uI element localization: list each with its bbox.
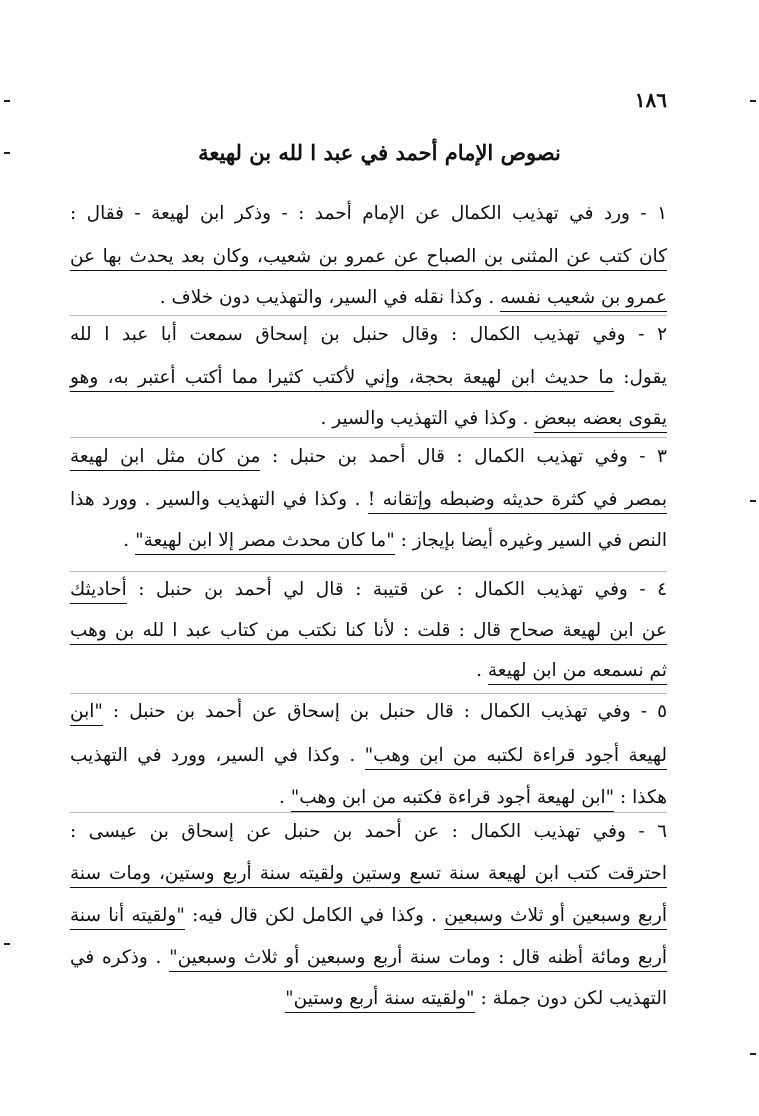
text-line (70, 321, 667, 349)
text-segment: ٤ - وفي تهذيب الكمال : عن قتيبة : قال لي أحمد بن حنبل : (126, 579, 667, 600)
underlined-quote: "ابن لهيعة أجود قراءة فكتبه من ابن وهب" (291, 787, 614, 812)
underlined-quote: عمرو بن شعيب نفسه (500, 287, 667, 312)
page-title: نصوص الإمام أحمد في عبد ا لله بن لهيعة (198, 140, 561, 165)
underlined-quote: كان كتب عن المثنى بن الصباح عن عمرو بن شعيب، وكان بعد يحدث بها عن (70, 246, 667, 271)
text-segment: . وكذا في التهذيب والسير . وورد هذا (70, 489, 368, 510)
text-segment: النص في السير وغيره أيضا بإيجاز : (394, 530, 667, 551)
text-segment: ٦ - وفي تهذيب الكمال : عن أحمد بن حنبل عن إسحاق بن عيسى : (70, 821, 667, 842)
margin-mark (750, 500, 756, 502)
text-line (70, 527, 667, 555)
underlined-quote: "ولقيته أنا سنة (70, 905, 185, 930)
text-segment: يقول: (613, 367, 667, 388)
underlined-quote: "ابن (70, 701, 103, 726)
text-line (70, 576, 667, 604)
text-segment: . وذكره في (70, 947, 170, 968)
text-segment: . وكذا في التهذيب والسير . (320, 408, 535, 429)
text-segment: ٥ - وفي تهذيب الكمال : قال حنبل بن إسحاق عن أحمد بن حنبل : (102, 701, 667, 722)
paragraph-separator (70, 812, 667, 813)
underlined-quote: ثم نسمعه من ابن لهيعة (488, 660, 667, 685)
text-line (70, 486, 667, 514)
page-number: ١٨٦ (634, 88, 667, 112)
text-line (70, 364, 667, 392)
text-segment: التهذيب لكن دون جملة : (474, 988, 667, 1009)
text-segment: . وكذا نقله في السير، والتهذيب دون خلاف . (159, 287, 501, 308)
text-line (70, 200, 667, 228)
margin-mark (4, 943, 10, 945)
margin-mark (750, 1053, 756, 1055)
underlined-quote: أحاديثك (70, 579, 127, 604)
margin-mark (4, 152, 10, 154)
underlined-quote: أربع ومائة أظنه قال : ومات سنة أربع وسبعين أو ثلاث وسبعين" (169, 947, 667, 972)
underlined-quote: "ولقيته سنة أربع وستين" (285, 988, 474, 1013)
text-segment: . وكذا في الكامل لكن قال فيه: (184, 905, 445, 926)
text-line (70, 443, 667, 471)
paragraph-separator (70, 437, 667, 438)
text-segment: ١ - ورد في تهذيب الكمال عن الإمام أحمد : - وذكر ابن لهيعة - فقال : (70, 203, 667, 224)
text-segment: ٣ - وفي تهذيب الكمال : قال أحمد بن حنبل : (260, 446, 667, 467)
paragraph-separator (70, 571, 667, 572)
text-line (70, 860, 667, 888)
underlined-quote: عن ابن لهيعة صحاح قال : قلت : لأنا كنا نكتب من كتاب عبد ا لله بن وهب (70, 620, 667, 645)
text-segment: ٢ - وفي تهذيب الكمال : وقال حنبل بن إسحاق سمعت أبا عبد ا لله (70, 324, 667, 345)
underlined-quote: "ما كان محدث مصر إلا ابن لهيعة" (135, 530, 395, 555)
underlined-quote: ما حديث ابن لهيعة بحجة، وإني لأكتب كثيرا مما أكتب أعتبر به، وهو (70, 367, 614, 392)
text-line (70, 944, 667, 972)
underlined-quote: يقوى بعضه ببعض (534, 408, 667, 433)
text-line (70, 657, 667, 685)
paragraph-separator (70, 315, 667, 316)
text-line (70, 742, 667, 770)
underlined-quote: احترقت كتب ابن لهيعة سنة تسع وستين ولقيته سنة أربع وستين، ومات سنة (70, 863, 667, 888)
text-line (70, 284, 667, 312)
text-line (70, 617, 667, 645)
text-segment: . (123, 530, 136, 551)
text-line (70, 818, 667, 846)
text-line (70, 902, 667, 930)
margin-mark (4, 100, 10, 102)
text-line (70, 784, 667, 812)
text-segment: هكذا : (614, 787, 667, 808)
text-segment: . وكذا في السير، وورد في التهذيب (70, 745, 365, 766)
text-segment: . (476, 660, 488, 681)
paragraph-separator (70, 693, 667, 694)
text-line (70, 243, 667, 271)
underlined-quote: من كان مثل ابن لهيعة (70, 446, 260, 471)
text-line (70, 985, 667, 1013)
underlined-quote: أربع وسبعين أو ثلاث وسبعين (444, 905, 667, 930)
margin-mark (750, 100, 756, 102)
text-line (70, 698, 667, 726)
text-segment: . (278, 787, 291, 808)
underlined-quote: لهيعة أجود قراءة لكتبه من ابن وهب" (365, 745, 667, 770)
underlined-quote: بمصر في كثرة حديثه وضبطه وإتقانه ! (368, 489, 667, 514)
text-line (70, 405, 667, 433)
